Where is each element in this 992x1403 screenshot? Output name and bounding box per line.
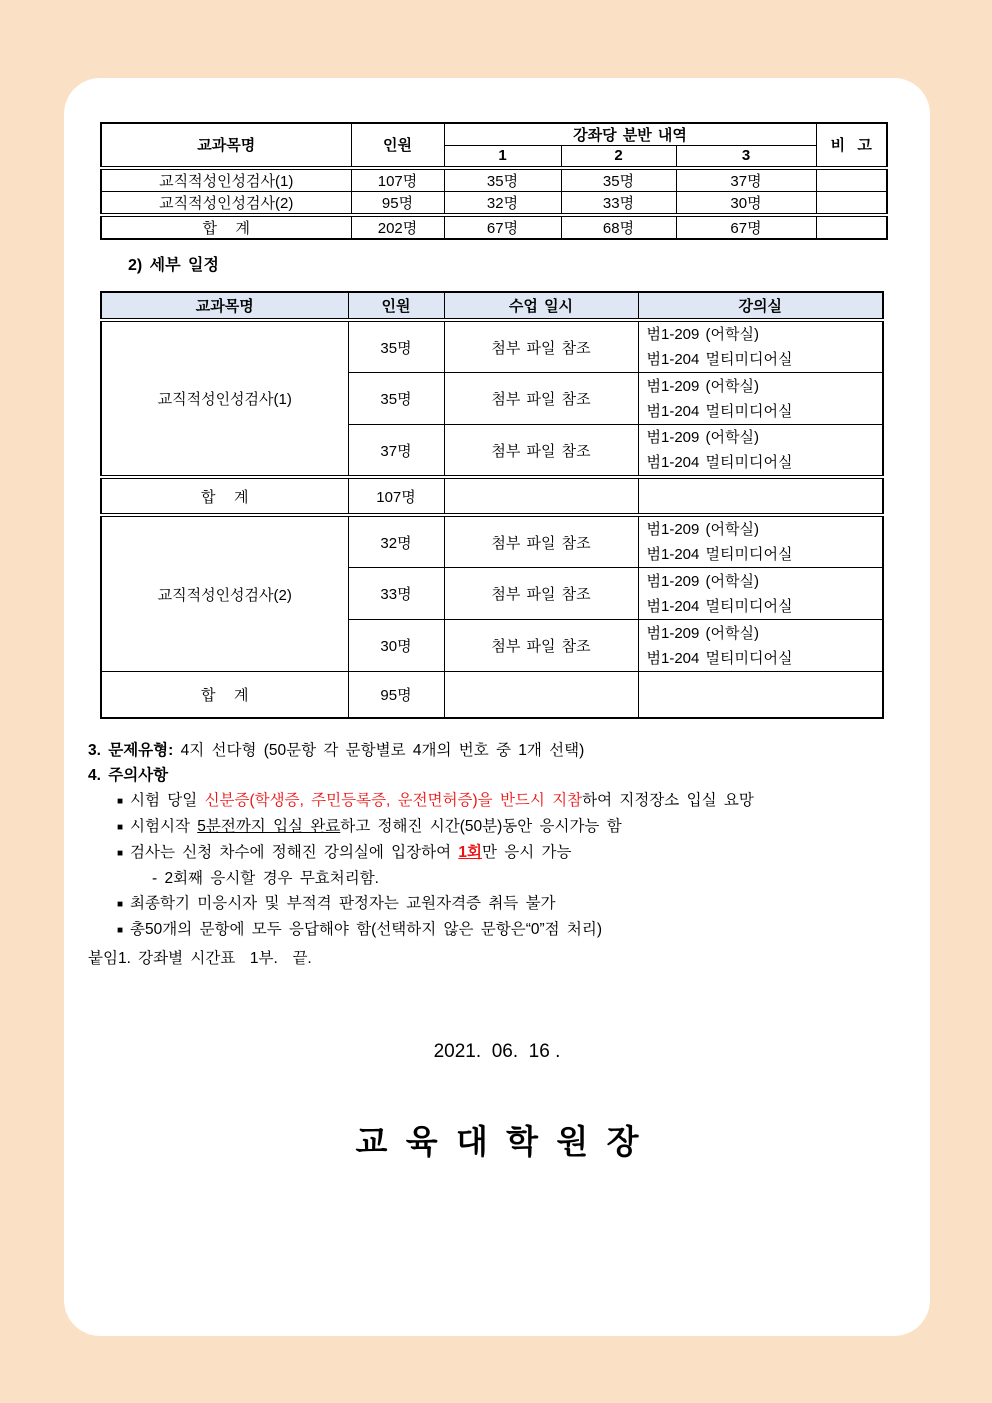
note-1-emphasis: 신분증(학생증, 주민등록증, 운전면허증)을 반드시 지참 bbox=[204, 792, 583, 809]
col-header-subject: 교과목명 bbox=[101, 123, 351, 168]
room-line-2: 범1-204 멀티미디어실 bbox=[646, 402, 793, 420]
cell-room bbox=[638, 320, 883, 373]
note-5-text: 총50개의 문항에 모두 응답해야 함(선택하지 않은 문항은“0”점 처리) bbox=[130, 921, 603, 938]
room-line-2: 범1-204 멀티미디어실 bbox=[646, 649, 793, 667]
cell-total-label: 합 계 bbox=[101, 672, 348, 718]
notes-section bbox=[88, 738, 754, 943]
table-total-row bbox=[101, 477, 883, 515]
cell-count: 33명 bbox=[348, 568, 444, 620]
room-line-2: 범1-204 멀티미디어실 bbox=[646, 597, 793, 615]
cell-room bbox=[638, 425, 883, 478]
note-3-post: 만 응시 가능 bbox=[481, 844, 572, 861]
cell-c2: 33명 bbox=[561, 191, 676, 215]
cell-datetime: 첨부 파일 참조 bbox=[444, 320, 638, 373]
room-line-1: 범1-209 (어학실) bbox=[646, 429, 759, 446]
empty-cell bbox=[638, 672, 883, 718]
cell-note-empty bbox=[816, 191, 887, 215]
col-header-subject: 교과목명 bbox=[101, 292, 348, 320]
section-3-text: 4지 선다형 (50문항 각 문항별로 4개의 번호 중 1개 선택) bbox=[173, 742, 585, 759]
room-line-1: 범1-209 (어학실) bbox=[646, 326, 759, 343]
section-4-label: 4. 주의사항 bbox=[88, 767, 169, 784]
cell-subject-group1: 교직적성인성검사(1) bbox=[101, 320, 348, 477]
empty-cell bbox=[638, 477, 883, 515]
note-3-pre: 검사는 신청 차수에 정해진 강의실에 입장하여 bbox=[130, 844, 459, 861]
cell-count: 107명 bbox=[351, 168, 444, 192]
cell-datetime: 첨부 파일 참조 bbox=[444, 568, 638, 620]
note-item-2 bbox=[88, 814, 754, 840]
cell-subject: 교직적성인성검사(2) bbox=[101, 191, 351, 215]
room-line-2: 범1-204 멀티미디어실 bbox=[646, 454, 793, 471]
note-item-5 bbox=[88, 917, 754, 943]
note-2-post: 하고 정해진 시간(50분)동안 응시가능 함 bbox=[340, 818, 622, 835]
cell-datetime: 첨부 파일 참조 bbox=[444, 373, 638, 425]
empty-cell bbox=[444, 477, 638, 515]
cell-subject: 교직적성인성검사(1) bbox=[101, 168, 351, 192]
cell-room bbox=[638, 515, 883, 568]
cell-note-empty bbox=[816, 215, 887, 239]
col-header-2: 2 bbox=[561, 146, 676, 168]
cell-count: 35명 bbox=[348, 320, 444, 373]
cell-c1: 35명 bbox=[444, 168, 561, 192]
table-row bbox=[101, 168, 887, 192]
cell-room bbox=[638, 568, 883, 620]
schedule-heading: 2) 세부 일정 bbox=[128, 257, 219, 274]
bullet-square-icon: ■ bbox=[117, 848, 124, 859]
note-4-text: 최종학기 미응시자 및 부적격 판정자는 교원자격증 취득 불가 bbox=[130, 895, 556, 912]
table-row bbox=[101, 515, 883, 568]
room-line-1: 범1-209 (어학실) bbox=[646, 624, 759, 642]
table-total-row bbox=[101, 672, 883, 718]
cell-c1: 67명 bbox=[444, 215, 561, 239]
cell-count: 95명 bbox=[351, 191, 444, 215]
room-line-1: 범1-209 (어학실) bbox=[646, 572, 759, 590]
cell-count: 202명 bbox=[351, 215, 444, 239]
room-line-1: 범1-209 (어학실) bbox=[646, 521, 759, 538]
cell-c3: 30명 bbox=[676, 191, 816, 215]
col-header-room: 강의실 bbox=[638, 292, 883, 320]
cell-note-empty bbox=[816, 168, 887, 192]
table-row bbox=[101, 191, 887, 215]
col-header-note: 비 고 bbox=[816, 123, 887, 168]
cell-c3: 37명 bbox=[676, 168, 816, 192]
note-1-pre: 시험 당일 bbox=[130, 792, 205, 809]
cell-room bbox=[638, 373, 883, 425]
cell-c2: 35명 bbox=[561, 168, 676, 192]
cell-datetime: 첨부 파일 참조 bbox=[444, 620, 638, 672]
document-date: 2021. 06. 16 . bbox=[433, 1041, 561, 1062]
cell-room bbox=[638, 620, 883, 672]
table-row bbox=[101, 320, 883, 373]
cell-datetime: 첨부 파일 참조 bbox=[444, 515, 638, 568]
room-line-2: 범1-204 멀티미디어실 bbox=[646, 546, 793, 563]
note-2-underlined: 5분전까지 입실 완료 bbox=[197, 818, 341, 835]
cell-count: 32명 bbox=[348, 515, 444, 568]
bullet-square-icon: ■ bbox=[117, 822, 124, 833]
attachment-note: 붙임1. 강좌별 시간표 1부. 끝. bbox=[88, 950, 312, 967]
cell-count: 30명 bbox=[348, 620, 444, 672]
document-card bbox=[64, 78, 930, 1336]
cell-c2: 68명 bbox=[561, 215, 676, 239]
note-item-3-sub: - 2회째 응시할 경우 무효처리함. bbox=[152, 870, 379, 887]
cell-count: 37명 bbox=[348, 425, 444, 478]
cell-subject-group2: 교직적성인성검사(2) bbox=[101, 515, 348, 672]
section-3-label: 3. 문제유형: bbox=[88, 742, 174, 759]
note-2-pre: 시험시작 bbox=[130, 818, 198, 835]
col-header-count: 인원 bbox=[348, 292, 444, 320]
cell-total-count: 95명 bbox=[348, 672, 444, 718]
note-1-post: 하여 지정장소 입실 요망 bbox=[582, 792, 754, 809]
cell-total-label: 합 계 bbox=[101, 215, 351, 239]
bullet-square-icon: ■ bbox=[117, 925, 124, 936]
col-header-3: 3 bbox=[676, 146, 816, 168]
signature-title: 교 육 대 학 원 장 bbox=[355, 1123, 639, 1160]
cell-count: 35명 bbox=[348, 373, 444, 425]
cell-c1: 32명 bbox=[444, 191, 561, 215]
col-header-division: 강좌당 분반 내역 bbox=[444, 123, 816, 146]
room-line-1: 범1-209 (어학실) bbox=[646, 377, 759, 395]
schedule-table bbox=[100, 291, 884, 719]
note-3-emphasis: 1회 bbox=[458, 844, 482, 861]
bullet-square-icon: ■ bbox=[117, 899, 124, 910]
cell-total-count: 107명 bbox=[348, 477, 444, 515]
col-header-1: 1 bbox=[444, 146, 561, 168]
cell-datetime: 첨부 파일 참조 bbox=[444, 425, 638, 478]
note-item-4 bbox=[88, 891, 754, 917]
cell-total-label: 합 계 bbox=[101, 477, 348, 515]
table-total-row bbox=[101, 215, 887, 239]
col-header-datetime: 수업 일시 bbox=[444, 292, 638, 320]
cell-c3: 67명 bbox=[676, 215, 816, 239]
room-line-2: 범1-204 멀티미디어실 bbox=[646, 351, 793, 368]
section-3-line bbox=[88, 738, 754, 763]
division-summary-table bbox=[100, 122, 888, 240]
empty-cell bbox=[444, 672, 638, 718]
note-item-3 bbox=[88, 840, 754, 866]
note-item-1 bbox=[88, 788, 754, 814]
col-header-count: 인원 bbox=[351, 123, 444, 168]
bullet-square-icon: ■ bbox=[117, 796, 124, 807]
